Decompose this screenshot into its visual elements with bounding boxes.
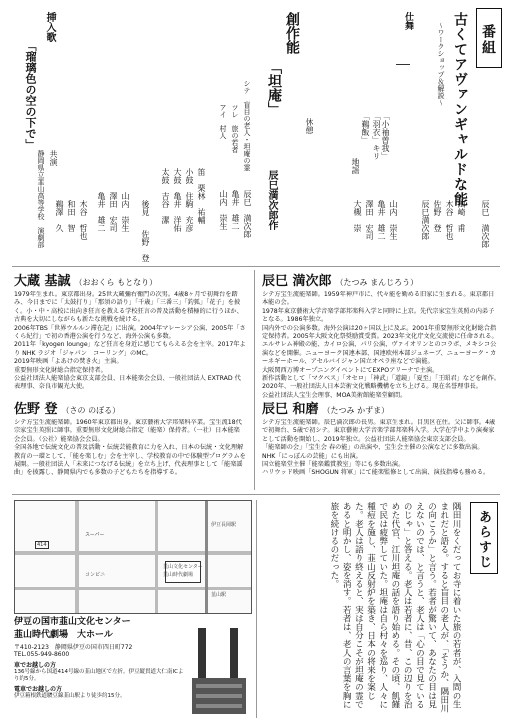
- break-label: 休憩: [305, 118, 314, 134]
- bio-tatsumi-kazuma: [262, 398, 500, 503]
- cast-name: 小鼓 住駒 充彦: [185, 168, 194, 232]
- jiutai-extra: 辰巳 満次郎: [481, 200, 490, 248]
- program-shade: [36, 28, 396, 76]
- program-title: 古くてアヴァンギャルドな能: [452, 12, 468, 207]
- cast-name: 木谷 哲也: [445, 200, 454, 240]
- cast-name: 亀井 雄二: [97, 192, 106, 232]
- sosaku-label: 創作能: [284, 12, 300, 54]
- program-tag: 番組: [476, 8, 502, 68]
- bio-kana: （おおくら もとなり）: [74, 278, 158, 287]
- bio-heading: [262, 270, 500, 289]
- bio-kana: （たつみ かずま）: [322, 406, 390, 415]
- reverberatory-furnace-illustration: [186, 618, 252, 718]
- cast-name: 木谷 哲也: [79, 200, 88, 240]
- cast-name: 山内 崇生: [121, 192, 130, 232]
- role-line: ツレ 旅の若者: [231, 104, 239, 153]
- sosaku-author: 辰巳満次郎作: [266, 170, 277, 230]
- map-road: [205, 501, 208, 613]
- program-subtitle: ～ワークショップ＆解説～: [437, 22, 445, 106]
- koken-name: 佐野 登: [141, 230, 150, 262]
- map-label: 伊豆長岡駅: [211, 522, 237, 528]
- cast-name: 大鼓 亀井 洋佑: [173, 168, 182, 232]
- cast-name: 太鼓 吉谷 潔: [161, 168, 170, 224]
- cast-name: 鵜澤 久: [55, 200, 64, 232]
- cast-name: 澤田 宏司: [365, 200, 374, 240]
- koken-label: 後見: [141, 200, 150, 216]
- column-divider: [254, 270, 255, 490]
- access-train: 伊豆箱根鉄道駿豆線韮山駅より徒歩約15分。: [14, 693, 126, 699]
- map-label: 414: [37, 542, 47, 548]
- cast-name: 辰巳 満次郎: [243, 190, 252, 238]
- cast-name: 佐野 登: [433, 200, 442, 232]
- insert-song-label: 挿入歌: [44, 12, 55, 42]
- map-road: [75, 501, 79, 613]
- insert-song-title: 「瑠璃色の空の下で」: [24, 40, 37, 150]
- bio-sano: [14, 398, 246, 503]
- cast-name: 辰巳満次郎: [421, 200, 430, 240]
- cast-name: 亀井 雄二: [231, 190, 240, 230]
- bio-name: 辰巳 満次郎: [262, 274, 332, 289]
- cast-name: 亀井 雄二: [377, 200, 386, 240]
- kyoen-label: 共演: [49, 150, 58, 166]
- section-divider: [12, 494, 500, 495]
- bio-heading: [14, 398, 246, 417]
- venue-tel: TEL.055-949-8600: [14, 651, 70, 658]
- bio-okura: [14, 270, 246, 391]
- venue-info: [14, 614, 184, 700]
- access-car-label: 車でお越しの方: [14, 662, 57, 669]
- bio-heading: [14, 270, 246, 289]
- map-road: [15, 587, 251, 590]
- bio-name: 大蔵 基誠: [14, 274, 71, 289]
- cast-name: 大槻 崇: [353, 200, 362, 232]
- bio-tatsumi-manjiro: [262, 270, 500, 403]
- bio-name: 辰巳 和磨: [262, 402, 319, 417]
- access-car: 136号線から国道414号線の韮山地区で左折。伊豆縦貫道大仁南ICより約5分。: [14, 669, 184, 682]
- section-divider: [12, 266, 500, 267]
- bio-text: 1979年生まれ。東京都出身。25世大蔵彌右衛門の次男。4歳8ヶ月で初舞台を踏み、今日までに「太鼓打り」「那須の語り」「千歳」「三番三」「釣狐」「花子」を披く。小・中・高校に出向き狂言を教える学校狂言の普及活動を積極的に行うほか、古典を大切にしながらも新たな挑戦を続ける。 2006年TBS「世界ウルルン滞在記」に出演。2004年マレーシア公演、2005年「さくら紀行」で初の香港公演を行うなど、海外公演も多数。 2011年「kyogen lounge」など狂言を身近に感じてもらえる会を主宰。2017年より NHK ラジオ「ジャパン コーリング」のMC。 2019年映画「よあけの焚き火」主演。 重要無形文化財総合指定保持者。 公益社団法人能楽協会東京支部会員、日本能楽会会員、一般社団法人 EXTRAD 代表理事、奈良市観光大使。: [14, 291, 246, 391]
- map-label: 韮山文化センター: [163, 564, 203, 570]
- venue-title: 伊豆の国市韮山文化センター: [14, 617, 131, 627]
- bio-kana: （さの のぼる）: [61, 406, 121, 415]
- map-label: スーパー: [85, 532, 105, 538]
- access-train-label: 電車でお越しの方: [14, 686, 63, 693]
- role-line: アイ 村人: [219, 104, 227, 139]
- sosaku-title: 「坦庵」: [266, 60, 282, 116]
- map-road: [155, 501, 158, 613]
- role-line: シテ 盲目の老人・坦庵の霊: [243, 80, 251, 171]
- cast-name: 澤田 宏司: [109, 192, 118, 232]
- bio-kana: （たつみ まんじろう）: [335, 278, 419, 287]
- bio-text: シテ方宝生流能楽師。1959年神戸市に、代々能を勤める旧家に生まれる。東京都日本能の会。 1978年東京藝術大学音楽学部邦楽科入学と同時に上京。先代宗家宝生英照の内弟子となる。1986年独立。 国内外での公演多数。海外公演は20ヶ国以上に及ぶ。2001年重要無形文化財総合指定保持者。2005年大阪文化祭奨励賞受賞。2023年文化庁文化交流使に任命される。 エルサレム神殿の能、カイロ公演、パリ公演、ヴァイオリンとのコラボ、メキシコ公演などを開催。ニューヨーク国連本部、国連欧州本部ジュネーブ、ニューヨーク・カーネギーホール、アセルバイジャン国立オペラ座などで演能。 大阪関西万博オープニングイベントにてEXPOアリーナで主演。 新作活動として「マクベス」「オセロ」「神武」「道鏡」「夏至」「王昭君」などを創作。 2020年、一般社団法人日本芸術文化戦略機構を立ち上げる。現在名誉理事長。 公益社団法人宝生会理事、MOA美術館能楽堂顧問。: [262, 291, 500, 399]
- map-road: [15, 551, 251, 555]
- map-label: 韮山時代劇場: [163, 572, 194, 578]
- bio-name: 佐野 登: [14, 402, 58, 417]
- cast-name: 山内 崇生: [219, 190, 228, 230]
- synopsis-tag: あらすじ: [470, 502, 498, 574]
- shimai-label: 仕舞: [403, 12, 413, 30]
- shimai-piece: 「小袖曽我」: [381, 112, 390, 160]
- bio-heading: [262, 398, 500, 417]
- venue-address: 〒410-2123 静岡県伊豆の国市四日町772: [14, 644, 133, 651]
- jiutai-label: 地謡: [351, 158, 360, 174]
- venue-hall: 韮山時代劇場 大ホール: [14, 630, 113, 640]
- cast-name: 田崎 甫: [457, 200, 466, 232]
- shimai-piece: 「羽衣」キリ 「鵜飯」: [361, 112, 381, 160]
- synopsis-text: 隅田川をくだってお寺に着いた旅の若者が、入間の生まれだと語る。すると盲目の老人が、「そうか、隅田川の向こうか」と言う。若者が驚いて、あなたの目は見えないのでは、と言うと、老人は「心の目で見ているのじゃ」と答える。老人は若者に、昔、この辺りを治めた代官、江川坦庵の話を語り始める。その頃、飢饉で民は疲弊していた。坦庵は自ら村々を巡り、人々に種痘を施し、韮山反射炉を築き、日本の将来を案じた。老人は語り終えると、実は自分こそが坦庵の霊であると明かし、姿を消す。若者は、老人の言葉を胸に旅を続けるのだった。: [328, 502, 461, 713]
- venue-map: [14, 500, 252, 614]
- map-label: コンビニ: [85, 572, 106, 578]
- map-label: 韮山駅: [211, 592, 227, 598]
- kyoen-text: 静岡県立韮山高等学校 演劇部: [37, 150, 45, 248]
- cast-name: 笛 栗林 祐輔: [197, 168, 206, 224]
- cast-name: 和田 智: [67, 200, 76, 232]
- bio-text: シテ方宝生流能楽師。1960年東京都出身。東京藝術大学邦楽科卒業。宝生流18代宗家宝生英照に師事。重要無形文化財総合指定（能楽）保持者。（一社）日本能楽会会員。（公社）能楽協会会員。 全国各地で伝統文化の普及活動・伝統芸能教育に力を入れ、日本の伝統・文化理解教育の一環として、「能を楽しむ」会を主宰し、学校教育の中で体験型プログラムを展開。一般社団法人「未来につなげる伝統」を立ち上げ、代表理事として「能楽謡曲」を披露し、静岡県内でも多数の子どもたちを指導する。: [14, 419, 246, 477]
- bio-text: シテ方宝生流能楽師。辰巳満次郎の長男。東京生まれ。目黒区在住。父に師事。4歳で初舞台、5歳で初シテ。東京藝術大学音楽学部邦楽科入学。大学在学中より演奏家として活動を開始し、2019年独立。公益社団法人能楽協会東京支部会員。 「能楽師の会」「宝生会 春の能」の出演や、宝生会主催の公演などに多数出演。 NHK「にっぽんの芸能」にも出演。 国立能楽堂主催「能楽鑑賞教室」等にも多数出演。 ハリウッド映画「SHOGUN 将軍」にて能楽監修として出演、演技指導も務める。: [262, 419, 496, 477]
- column-divider: [256, 500, 257, 718]
- cast-name: 山内 崇生: [389, 200, 398, 240]
